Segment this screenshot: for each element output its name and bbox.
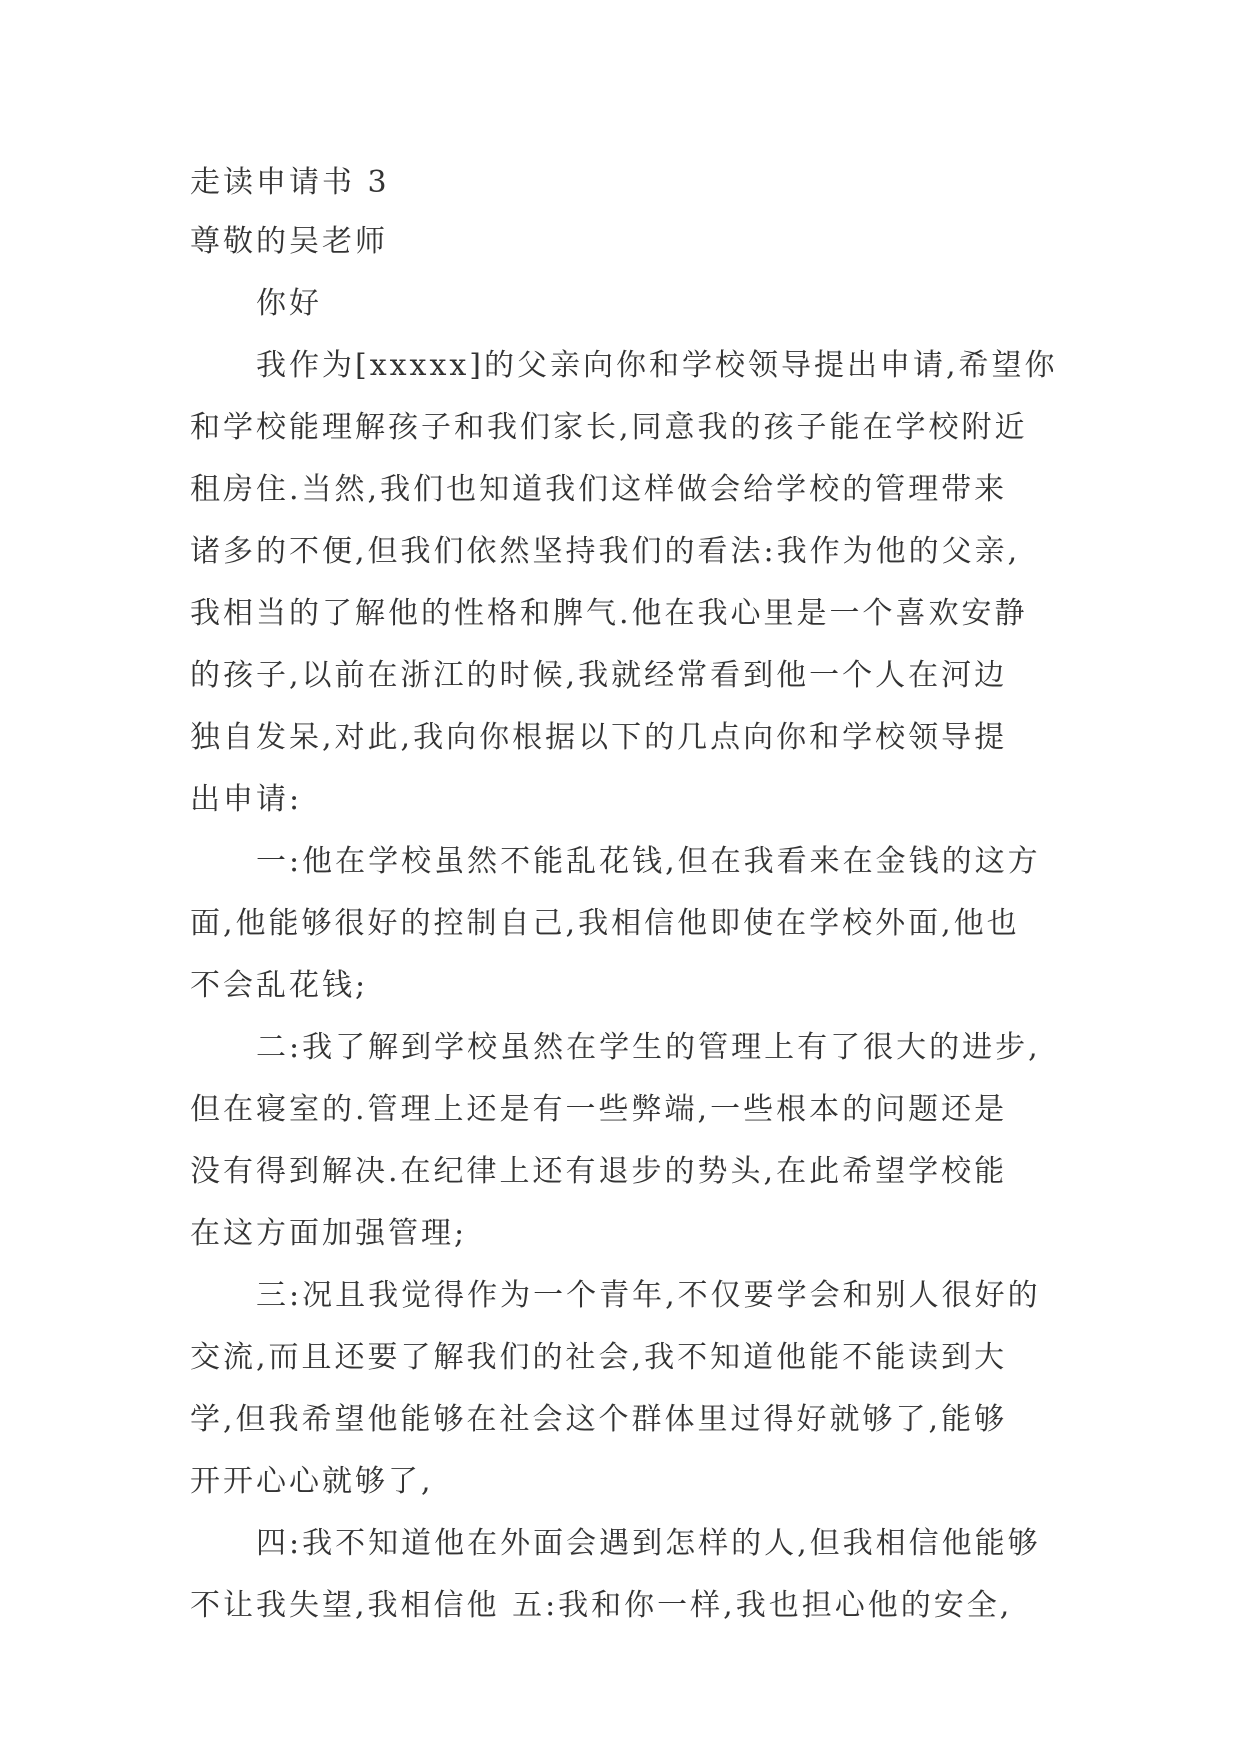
paragraph-line: 在这方面加强管理; [190,1216,468,1251]
paragraph-line: 租房住.当然,我们也知道我们这样做会给学校的管理带来 [190,472,1008,507]
paragraph-line: 诸多的不便,但我们依然坚持我们的看法:我作为他的父亲, [190,534,1021,569]
paragraph-line: 不让我失望,我相信他 五:我和你一样,我也担心他的安全, [190,1588,1013,1623]
paragraph-line: 独自发呆,对此,我向你根据以下的几点向你和学校领导提 [190,720,1008,755]
paragraph-line: 开开心心就够了, [190,1464,434,1499]
salutation: 尊敬的吴老师 [190,224,388,259]
paragraph-line: 四:我不知道他在外面会遇到怎样的人,但我相信他能够 [256,1526,1041,1561]
document-title: 走读申请书 3 [190,165,390,200]
greeting: 你好 [256,286,322,321]
paragraph-point-1 [190,841,1050,1006]
paragraph-line: 不会乱花钱; [190,968,369,1003]
paragraph-line: 我相当的了解他的性格和脾气.他在我心里是一个喜欢安静 [190,596,1028,631]
paragraph-line: 但在寝室的.管理上还是有一些弊端,一些根本的问题还是 [190,1092,1008,1127]
paragraph-line: 出申请: [190,782,303,817]
paragraph-line: 没有得到解决.在纪律上还有退步的势头,在此希望学校能 [190,1154,1008,1189]
paragraph-line: 我作为[xxxxx]的父亲向你和学校领导提出申请,希望你 [256,348,1058,383]
paragraph-point-4 [190,1523,1050,1626]
paragraph-line: 三:况且我觉得作为一个青年,不仅要学会和别人很好的 [256,1278,1041,1313]
paragraph-line: 学,但我希望他能够在社会这个群体里过得好就够了,能够 [190,1402,1008,1437]
paragraph-point-2 [190,1027,1050,1254]
paragraph-line: 二:我了解到学校虽然在学生的管理上有了很大的进步, [256,1030,1041,1065]
paragraph-line: 和学校能理解孩子和我们家长,同意我的孩子能在学校附近 [190,410,1028,445]
paragraph-line: 面,他能够很好的控制自己,我相信他即使在学校外面,他也 [190,906,1020,941]
paragraph-intro [190,345,1058,820]
paragraph-line: 一:他在学校虽然不能乱花钱,但在我看来在金钱的这方 [256,844,1041,879]
document-body [190,162,1058,1626]
paragraph-line: 交流,而且还要了解我们的社会,我不知道他能不能读到大 [190,1340,1008,1375]
paragraph-line: 的孩子,以前在浙江的时候,我就经常看到他一个人在河边 [190,658,1008,693]
paragraph-point-3 [190,1275,1050,1502]
